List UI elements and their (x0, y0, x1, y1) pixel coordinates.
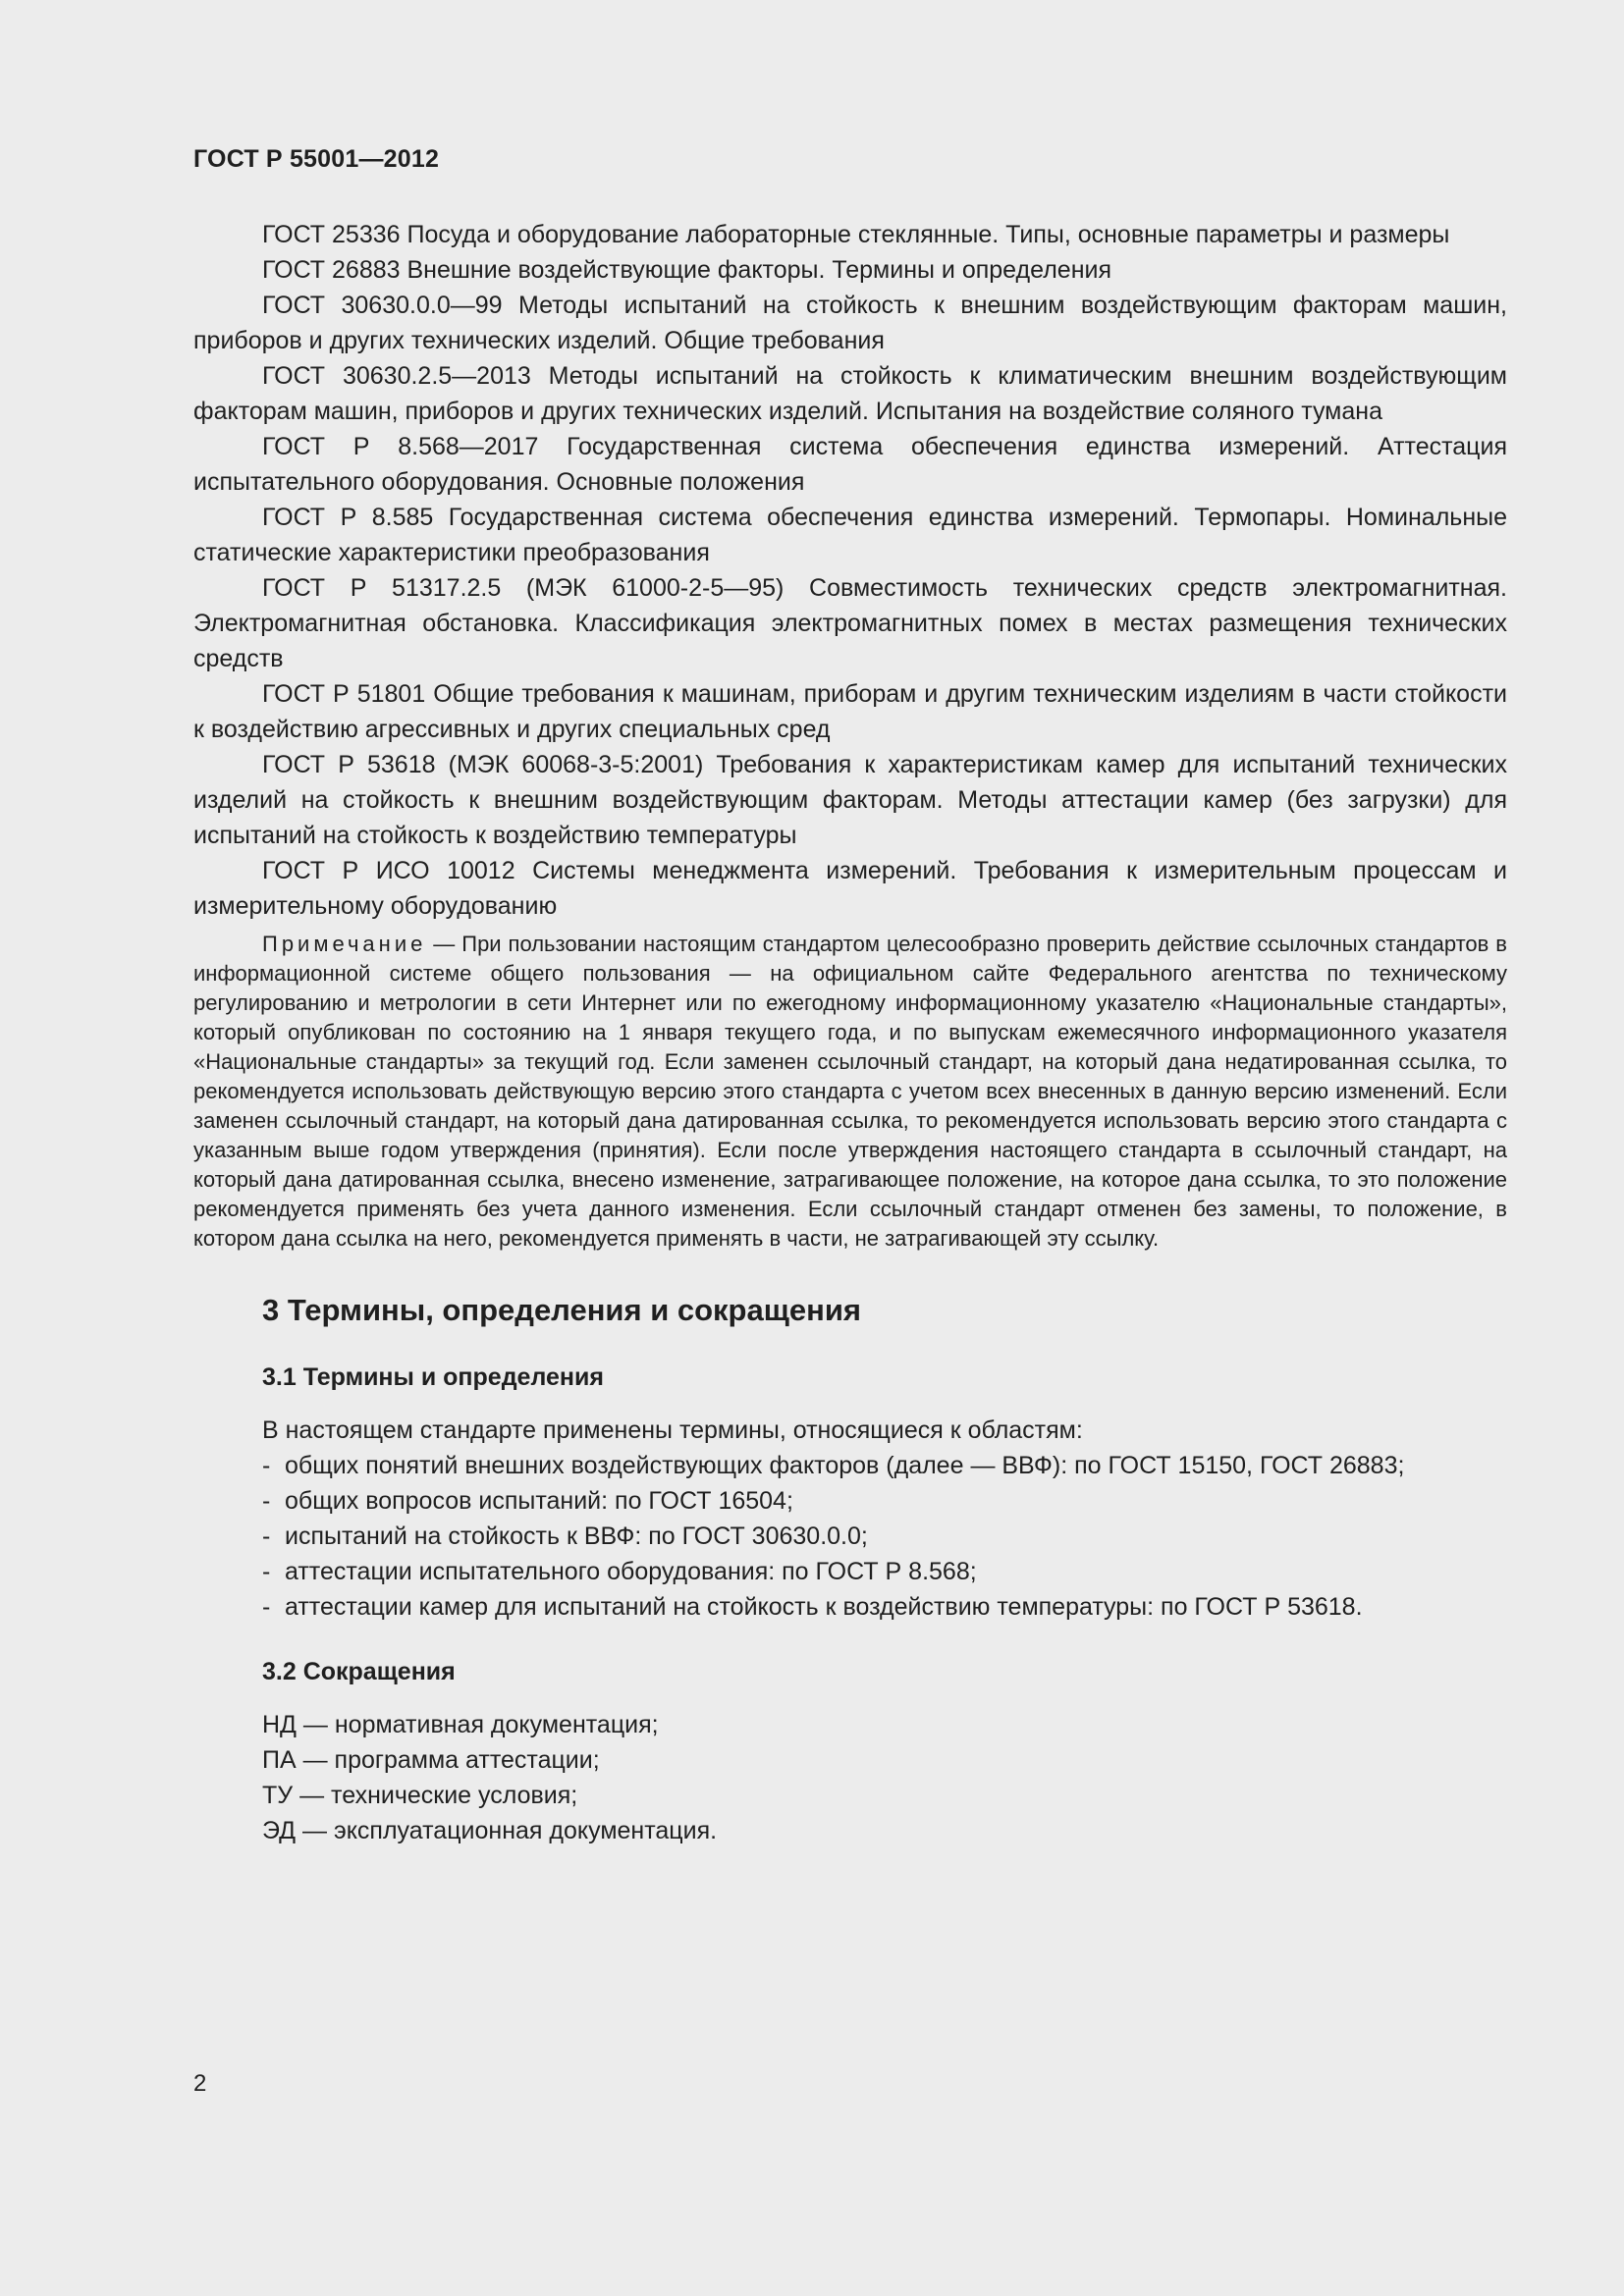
list-item (262, 1519, 1507, 1554)
list-item (262, 1448, 1507, 1483)
document-page (193, 145, 1507, 1848)
list-dash: - (262, 1487, 271, 1515)
list-dash: - (262, 1593, 271, 1621)
section-title: 3 Термины, определения и сокращения (262, 1293, 861, 1327)
list-item (262, 1554, 1507, 1589)
note-paragraph (193, 930, 1507, 1254)
abbreviation-item: ТУ — технические условия; (262, 1782, 578, 1809)
reference-item: ГОСТ 30630.0.0—99 Методы испытаний на стойкость к внешним воздействующим факторам машин, приборов и других технических изделий. Общие требования (193, 292, 1507, 354)
reference-item: ГОСТ 30630.2.5—2013 Методы испытаний на стойкость к климатическим внешним воздействующим факторам машин, приборов и других технических изделий. Испытания на воздействие соляного тумана (193, 362, 1507, 425)
subsection-title-abbreviations: 3.2 Сокращения (262, 1658, 456, 1685)
reference-item: ГОСТ 25336 Посуда и оборудование лабораторные стеклянные. Типы, основные параметры и размеры (262, 221, 1450, 248)
subsection-title-terms: 3.1 Термины и определения (262, 1363, 604, 1391)
reference-item: ГОСТ 26883 Внешние воздействующие факторы. Термины и определения (262, 256, 1112, 284)
normative-references (193, 217, 1507, 924)
abbreviations-list (262, 1707, 1507, 1848)
list-item-text: аттестации камер для испытаний на стойкость к воздействию температуры: по ГОСТ Р 53618. (285, 1593, 1363, 1621)
terms-intro: В настоящем стандарте применены термины, относящиеся к областям: (262, 1416, 1083, 1444)
reference-item: ГОСТ Р 8.568—2017 Государственная система обеспечения единства измерений. Аттестация испытательного оборудования. Основные положения (193, 433, 1507, 496)
list-item-text: общих вопросов испытаний: по ГОСТ 16504; (285, 1487, 793, 1515)
terms-list (262, 1448, 1507, 1625)
list-item-text: испытаний на стойкость к ВВФ: по ГОСТ 30630.0.0; (285, 1522, 868, 1550)
list-item (262, 1483, 1507, 1519)
reference-item: ГОСТ Р ИСО 10012 Системы менеджмента измерений. Требования к измерительным процессам и измерительному оборудованию (193, 857, 1507, 920)
list-dash: - (262, 1558, 271, 1585)
reference-item: ГОСТ Р 51317.2.5 (МЭК 61000-2-5—95) Совместимость технических средств электромагнитная. Электромагнитная обстановка. Классификация электромагнитных помех в местах размещения технических средств (193, 574, 1507, 672)
reference-item: ГОСТ Р 51801 Общие требования к машинам, приборам и другим техническим изделиям в части стойкости к воздействию агрессивных и других специальных сред (193, 680, 1507, 743)
note-text: — При пользовании настоящим стандартом целесообразно проверить действие ссылочных стандартов в информационной системе общего пользования — на официальном сайте Федерального агентства по техническому регулированию и метрологии в сети Интернет или по ежегодному информационному указателю «Национальные стандарты», который опубликован по состоянию на 1 января текущего года, и по выпускам ежемесячного информационного указателя «Национальные стандарты» за текущий год. Если заменен ссылочный стандарт, на который дана недатированная ссылка, то рекомендуется использовать действующую версию этого стандарта с учетом всех внесенных в данную версию изменений. Если заменен ссылочный стандарт, на который дана датированная ссылка, то рекомендуется использовать версию этого стандарта с указанным выше годом утверждения (принятия). Если после утверждения настоящего стандарта в ссылочный стандарт, на который дана датированная ссылка, внесено изменение, затрагивающее положение, на которое дана ссылка, то это положение рекомендуется применять без учета данного изменения. Если ссылочный стандарт отменен без замены, то положение, в котором дана ссылка на него, рекомендуется применять в части, не затрагивающей эту ссылку. (193, 932, 1507, 1251)
list-item-text: общих понятий внешних воздействующих факторов (далее — ВВФ): по ГОСТ 15150, ГОСТ 26883; (285, 1452, 1405, 1479)
abbreviation-item: ЭД — эксплуатационная документация. (262, 1817, 718, 1844)
page-number: 2 (193, 2070, 207, 2097)
note-label: Примечание (262, 932, 427, 956)
reference-item: ГОСТ Р 53618 (МЭК 60068-3-5:2001) Требования к характеристикам камер для испытаний технических изделий на стойкость к внешним воздействующим факторам. Методы аттестации камер (без загрузки) для испытаний на стойкость к воздействию температуры (193, 751, 1507, 849)
document-header: ГОСТ Р 55001—2012 (193, 145, 440, 173)
list-item (262, 1589, 1507, 1625)
abbreviation-item: ПА — программа аттестации; (262, 1746, 600, 1774)
abbreviation-item: НД — нормативная документация; (262, 1711, 659, 1738)
reference-item: ГОСТ Р 8.585 Государственная система обеспечения единства измерений. Термопары. Номинальные статические характеристики преобразования (193, 504, 1507, 566)
list-dash: - (262, 1522, 271, 1550)
list-item-text: аттестации испытательного оборудования: по ГОСТ Р 8.568; (285, 1558, 977, 1585)
list-dash: - (262, 1452, 271, 1479)
